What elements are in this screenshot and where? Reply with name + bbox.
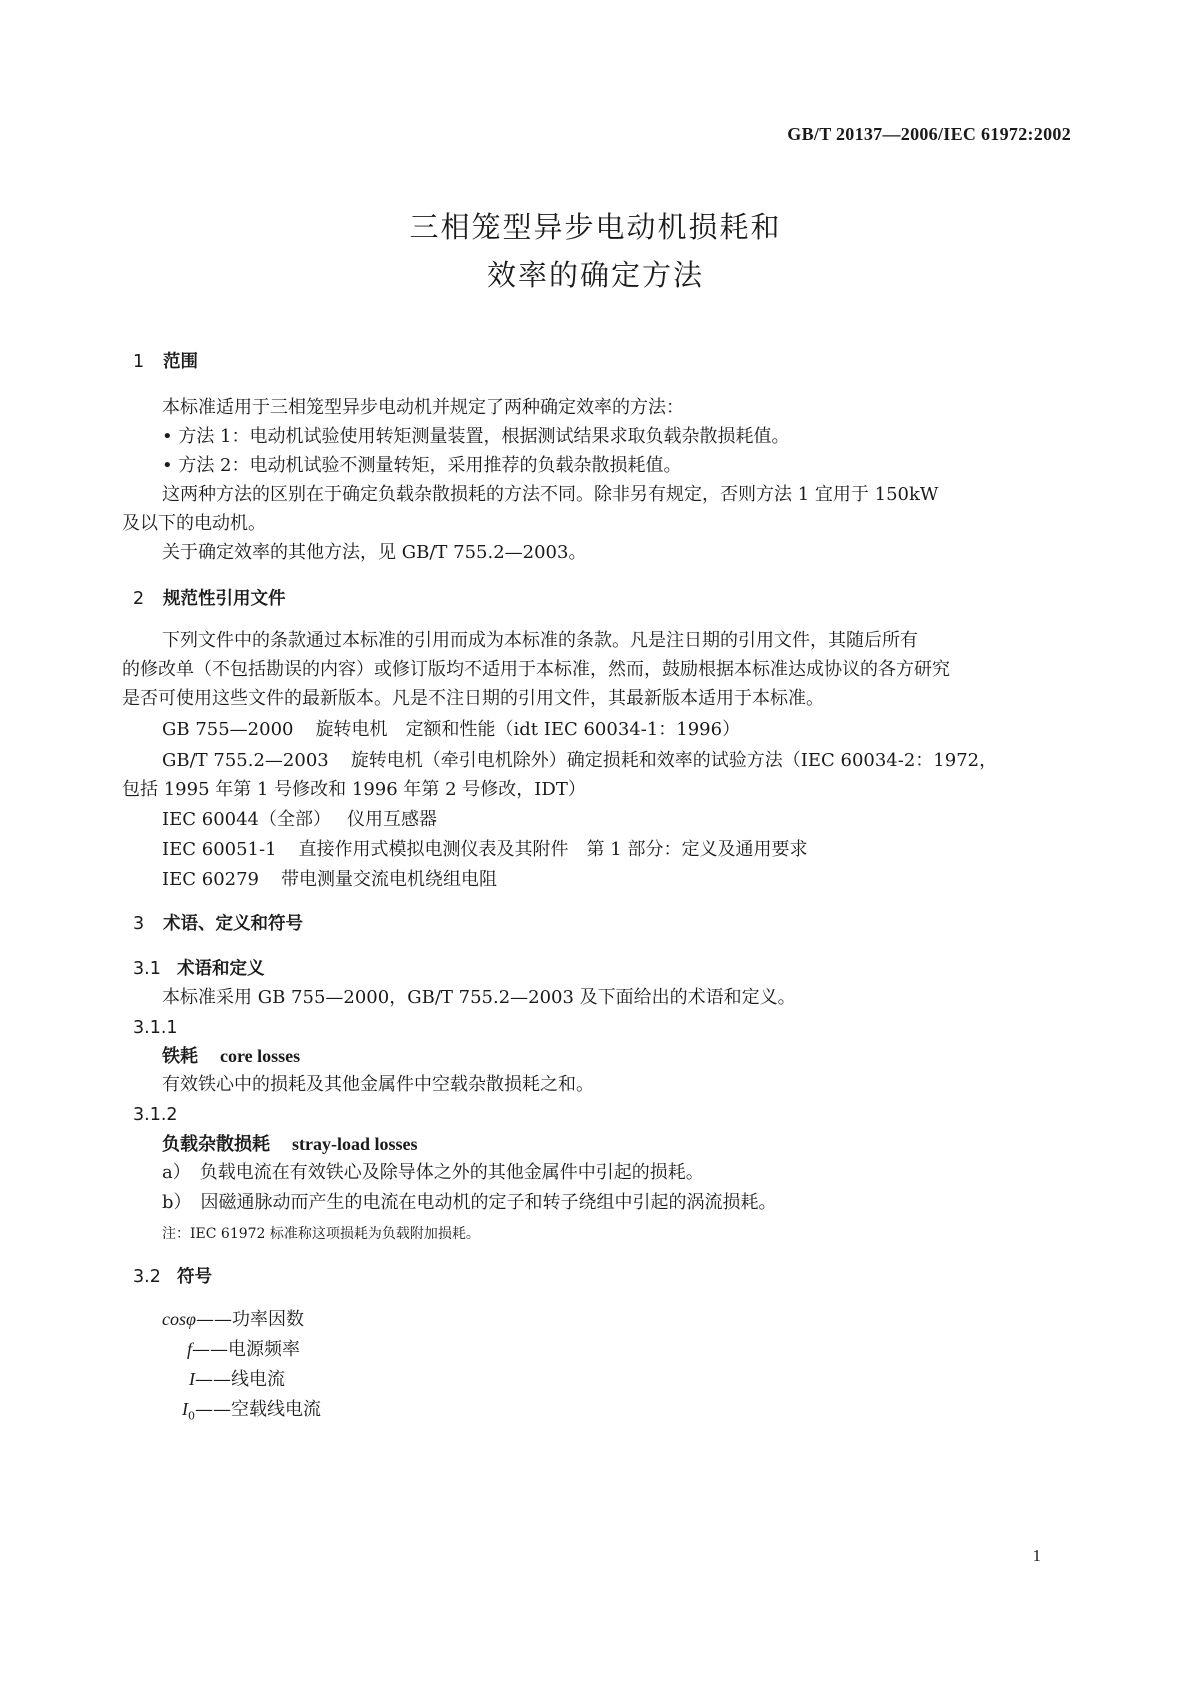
term-3-1-2-label — [162, 1132, 418, 1157]
term-3-1-2-note: 注：IEC 61972 标准称这项损耗为负载附加损耗。 — [162, 1226, 480, 1242]
term-3-1-1-label — [162, 1044, 300, 1069]
symbol-meaning: ——功率因数 — [195, 1309, 304, 1330]
symbol: f — [187, 1339, 193, 1359]
term-chinese: 负载杂散损耗 — [162, 1134, 270, 1155]
term-3-1-2-item-a: a） 负载电流在有效铁心及除导体之外的其他金属件中引起的损耗。 — [162, 1162, 704, 1183]
reference-item-continuation: 包括 1995 年第 1 号修改和 1996 年第 2 号修改，IDT） — [122, 779, 586, 800]
method-2-bullet: • 方法 2：电动机试验不测量转矩，采用推荐的负载杂散损耗值。 — [162, 455, 682, 476]
symbol-meaning: ——空载线电流 — [195, 1399, 321, 1420]
reference-title: 旋转电机 定额和性能（idt IEC 60034-1：1996） — [315, 719, 741, 740]
term-english: stray-load losses — [292, 1134, 418, 1154]
term-chinese: 铁耗 — [162, 1046, 198, 1067]
section-number: 1 — [133, 352, 145, 372]
section-2-para-line-3: 是否可使用这些文件的最新版本。凡是不注日期的引用文件，其最新版本适用于本标准。 — [122, 688, 824, 709]
symbol: I — [182, 1399, 188, 1419]
title-line-2: 效率的确定方法 — [486, 258, 704, 292]
symbol-meaning: ——电源频率 — [192, 1339, 301, 1360]
reference-code: IEC 60044（全部） — [162, 809, 332, 830]
reference-code: IEC 60051-1 — [162, 839, 277, 860]
reference-code: IEC 60279 — [162, 869, 260, 890]
subsection-3-2-heading — [133, 1265, 212, 1289]
section-title: 范围 — [163, 352, 198, 372]
reference-title: 带电测量交流电机绕组电阻 — [281, 869, 498, 890]
reference-title: 直接作用式模拟电测仪表及其附件 第 1 部分：定义及通用要求 — [298, 839, 808, 860]
standard-code: GB/T 20137—2006/IEC 61972:2002 — [787, 124, 1071, 144]
section-title: 规范性引用文件 — [163, 589, 286, 609]
symbol-subscript: 0 — [188, 1409, 195, 1423]
term-english: core losses — [220, 1046, 301, 1066]
reference-item — [162, 749, 997, 773]
reference-title: 旋转电机（牵引电机除外）确定损耗和效率的试验方法（IEC 60034-2：1972， — [350, 750, 998, 771]
symbol: cosφ — [162, 1309, 196, 1329]
section-1-heading — [133, 350, 198, 374]
symbol-row — [182, 1397, 321, 1429]
subsection-number: 3.2 — [133, 1267, 161, 1287]
subsection-number: 3.1 — [133, 959, 161, 979]
page-number: 1 — [1032, 1546, 1041, 1565]
reference-item — [162, 718, 740, 742]
reference-code: GB/T 755.2—2003 — [162, 750, 329, 771]
section-3-heading — [133, 912, 303, 936]
subsection-3-1-heading — [133, 957, 265, 981]
symbol-row — [189, 1367, 285, 1392]
term-3-1-2-item-b: b） 因磁通脉动而产生的电流在电动机的定子和转子绕组中引起的涡流损耗。 — [162, 1192, 777, 1213]
section-number: 2 — [133, 589, 145, 609]
reference-title: 仪用互感器 — [347, 809, 438, 830]
section-1-intro: 本标准适用于三相笼型异步电动机并规定了两种确定效率的方法： — [162, 397, 684, 418]
symbol-row — [162, 1307, 304, 1332]
term-3-1-2-number: 3.1.2 — [133, 1105, 178, 1125]
reference-item — [162, 808, 437, 832]
section-2-para-line-1: 下列文件中的条款通过本标准的引用而成为本标准的条款。凡是注日期的引用文件，其随后所有 — [162, 630, 918, 651]
term-3-1-1-definition: 有效铁心中的损耗及其他金属件中空载杂散损耗之和。 — [162, 1074, 594, 1095]
section-1-other-methods: 关于确定效率的其他方法，见 GB/T 755.2—2003。 — [162, 542, 587, 563]
subsection-title: 术语和定义 — [177, 959, 265, 979]
subsection-3-1-text: 本标准采用 GB 755—2000，GB/T 755.2—2003 及下面给出的术语和定义。 — [162, 987, 796, 1008]
symbol-row — [187, 1337, 300, 1362]
symbol-meaning: ——线电流 — [195, 1369, 285, 1390]
method-1-bullet: • 方法 1：电动机试验使用转矩测量装置，根据测试结果求取负载杂散损耗值。 — [162, 426, 790, 447]
reference-item — [162, 868, 497, 892]
section-2-para-line-2: 的修改单（不包括勘误的内容）或修订版均不适用于本标准，然而，鼓励根据本标准达成协议的各方研究 — [122, 659, 950, 680]
symbol: I — [189, 1369, 195, 1389]
term-3-1-1-number: 3.1.1 — [133, 1018, 178, 1038]
title-line-1: 三相笼型异步电动机损耗和 — [409, 210, 782, 244]
reference-item — [162, 838, 807, 862]
section-1-para-line-1: 这两种方法的区别在于确定负载杂散损耗的方法不同。除非另有规定，否则方法 1 宜用于 150kW — [162, 484, 939, 505]
subsection-title: 符号 — [177, 1267, 212, 1287]
section-number: 3 — [133, 914, 145, 934]
reference-code: GB 755—2000 — [162, 719, 294, 740]
section-title: 术语、定义和符号 — [163, 914, 303, 934]
section-1-para-line-2: 及以下的电动机。 — [122, 513, 266, 534]
section-2-heading — [133, 587, 286, 611]
